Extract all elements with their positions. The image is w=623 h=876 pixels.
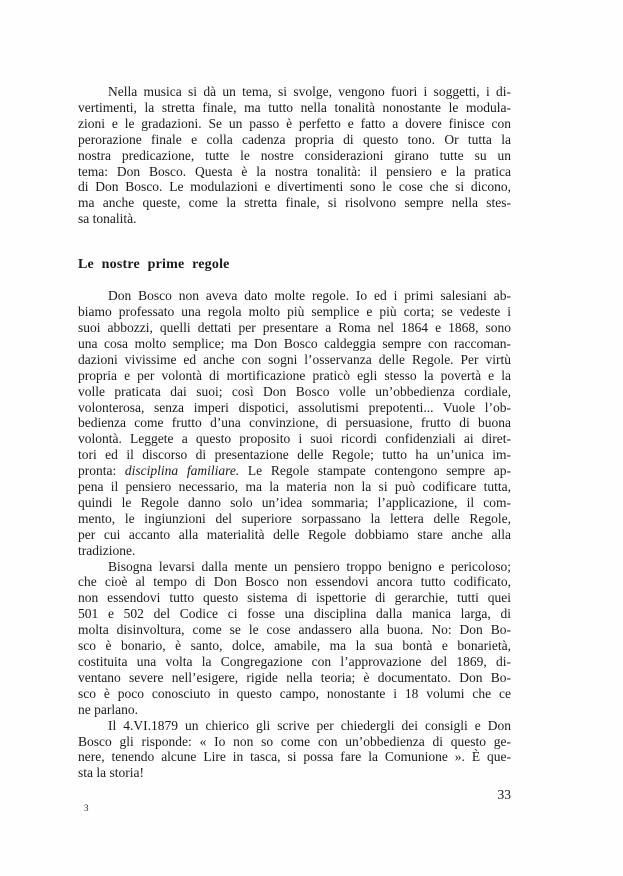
text-segment: suoi abbozzi, quelli dettati per presentare a Roma nel 1864 e 1868, sono — [78, 319, 511, 335]
text-line — [78, 622, 511, 638]
text-segment: nere, tenendo alcune Lire in tasca, si possa fare la Comunione ». È que- — [78, 749, 511, 765]
text-line — [78, 415, 511, 431]
text-segment: nostra predicazione, tutte le nostre considerazioni girano tutte su un — [78, 147, 511, 163]
text-segment: che cioè al tempo di Don Bosco non essendovi ancora tutto codificato, — [78, 574, 511, 590]
text-line — [78, 164, 511, 180]
text-line — [78, 527, 511, 543]
text-segment: tori ed il discorso di presentazione delle Regole; tutto ha un’unica im- — [78, 447, 511, 463]
text-line — [78, 574, 511, 590]
text-line — [78, 463, 511, 479]
text-line — [78, 559, 511, 575]
text-line — [78, 100, 511, 116]
italic-text-segment: disciplina familiare. — [124, 463, 240, 479]
section-heading: Le nostre prime regole — [78, 257, 230, 273]
text-segment: 501 e 502 del Codice ci fosse una disciplina dalla manica larga, di — [78, 606, 511, 622]
paragraph-discipline — [78, 559, 511, 718]
page-number: 33 — [497, 787, 511, 803]
text-line — [78, 304, 511, 320]
text-line — [78, 320, 511, 336]
text-segment: sco è bonario, è santo, dolce, amabile, ma la sua bontà e bonarietà, — [78, 638, 511, 654]
text-segment: costituita una volta la Congregazione con l’approvazione del 1869, di- — [78, 654, 511, 669]
text-line — [78, 132, 511, 148]
text-line — [78, 495, 511, 511]
text-segment: pena il pensiero necessario, ma la materia non la si può codificare tutta, — [78, 479, 511, 495]
text-segment: dazioni vivissime ed anche con sogni l’osservanza delle Regole. Per virtù — [78, 351, 511, 367]
text-line — [78, 670, 511, 686]
text-segment: bedienza come frutto d’una convinzione, di persuasione, frutto di buona — [78, 415, 511, 431]
text-segment: zioni e le gradazioni. Se un passo è perfetto e fatto a dovere finisce con — [78, 115, 511, 131]
text-segment: volle praticata dai suoi; così Don Bosco volle un’obbedienza cordiale, — [78, 383, 511, 399]
paragraph-first-rules — [78, 288, 511, 558]
text-segment: ma anche queste, come la stretta finale, si risolvono sempre nella stes- — [78, 195, 511, 211]
text-line — [78, 447, 511, 463]
text-segment: tema: Don Bosco. Questa è la nostra tonalità: il pensiero e la pratica — [78, 163, 511, 179]
text-line — [78, 749, 511, 765]
text-segment: sta la storia! — [78, 765, 144, 781]
text-segment: Bosco gli risponde: « Io non so come con un’obbedienza di questo ge- — [78, 733, 511, 749]
text-line — [78, 148, 511, 164]
text-line — [78, 479, 511, 495]
page-content — [78, 84, 511, 813]
text-line — [78, 734, 511, 750]
text-line — [78, 195, 511, 211]
text-segment: per cui accanto alla materialità delle Regole dobbiamo stare anche alla — [78, 526, 511, 542]
paragraph-cleric-letter — [78, 718, 511, 782]
text-segment: volontà. Leggete a questo proposito i suoi ricordi confidenziali ai diret- — [78, 431, 511, 447]
text-segment: mento, le ingiunzioni del superiore sorpassano la lettera delle Regole, — [78, 510, 511, 526]
text-segment: Nella musica si dà un tema, si svolge, vengono fuori i soggetti, i di- — [108, 84, 511, 99]
text-segment: propria e per volontà di mortificazione praticò egli stesso la povertà e la — [78, 367, 511, 383]
text-segment: volonterosa, senza imperi dispotici, assolutismi prepotenti... Vuole l’ob- — [78, 399, 511, 415]
text-line — [78, 211, 511, 227]
text-segment: Bisogna levarsi dalla mente un pensiero troppo benigno e pericoloso; — [108, 558, 511, 574]
text-line — [78, 765, 511, 781]
text-line — [78, 400, 511, 416]
text-line — [78, 686, 511, 702]
text-segment: ventano severe nell’esigere, rigide nella teoria; è documentato. Don Bo- — [78, 669, 511, 685]
text-line — [78, 702, 511, 718]
text-line — [78, 431, 511, 447]
text-segment: quindi le Regole danno solo un’idea sommaria; l’applicazione, il com- — [78, 494, 511, 510]
text-line — [78, 606, 511, 622]
text-segment: sa tonalità. — [78, 211, 137, 227]
paragraph-intro-music — [78, 84, 511, 227]
text-line — [78, 543, 511, 559]
text-line — [78, 336, 511, 352]
text-segment: non essendovi tutto questo sistema di ispettorie di gerarchie, tutti quei — [78, 590, 511, 606]
text-segment: perorazione finale e colla cadenza propria di questo tono. Or tutta la — [78, 131, 511, 147]
text-segment: molta disinvoltura, come se le cose andassero alla buona. No: Don Bo- — [78, 622, 511, 638]
text-segment: una cosa molto semplice; ma Don Bosco caldeggia sempre con raccoman- — [78, 335, 511, 351]
text-segment: tradizione. — [78, 542, 136, 558]
text-segment: pronta: — [78, 463, 125, 479]
text-line — [78, 638, 511, 654]
text-line — [78, 84, 511, 100]
text-segment: vertimenti, la stretta finale, ma tutto nella tonalità nonostante le modula- — [78, 99, 511, 115]
text-segment: biamo professato una regola molto più semplice e più corta; se vedeste i — [78, 304, 511, 320]
text-segment: Le Regole stampate contengono sempre ap- — [239, 463, 511, 479]
text-line — [78, 179, 511, 195]
text-line — [78, 718, 511, 734]
text-segment: Don Bosco non aveva dato molte regole. Io ed i primi salesiani ab- — [108, 288, 511, 304]
text-line — [78, 288, 511, 304]
text-segment: Il 4.VI.1879 un chierico gli scrive per chiedergli dei consigli e Don — [108, 717, 511, 733]
text-line — [78, 368, 511, 384]
text-segment: ne parlano. — [78, 701, 138, 717]
text-line — [78, 352, 511, 368]
text-line — [78, 590, 511, 606]
text-line — [78, 654, 511, 670]
text-segment: sco è poco conosciuto in questo campo, nonostante i 18 volumi che ce — [78, 685, 511, 701]
text-line — [78, 511, 511, 527]
signature-mark: 3 — [84, 803, 89, 814]
text-line — [78, 116, 511, 132]
text-line — [78, 384, 511, 400]
text-segment: di Don Bosco. Le modulazioni e divertimenti sono le cose che si dicono, — [78, 179, 511, 195]
